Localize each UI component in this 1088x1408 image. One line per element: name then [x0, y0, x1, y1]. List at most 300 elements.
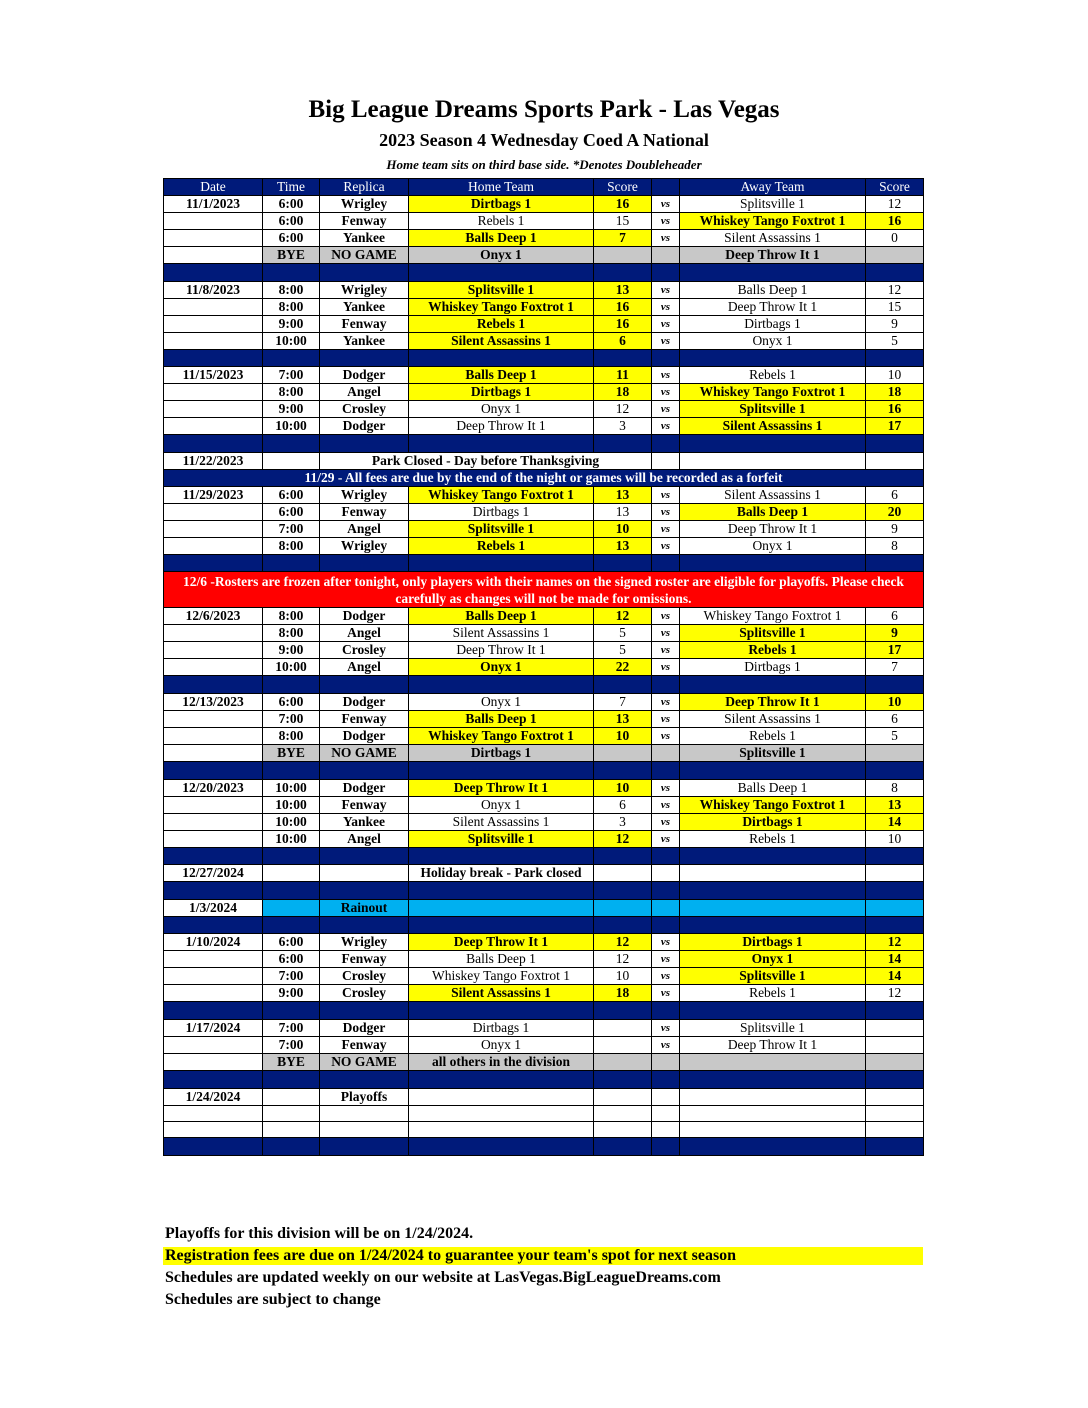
col-header-away-team: Away Team — [680, 179, 866, 196]
away-score-cell: 7 — [866, 659, 924, 676]
game-row — [164, 503, 924, 520]
park-closed-row — [164, 452, 924, 469]
field-cell: Dodger — [320, 779, 409, 796]
date-cell: 11/29/2023 — [164, 486, 263, 503]
home-team-cell: Splitsville 1 — [409, 281, 594, 298]
date-cell: 11/1/2023 — [164, 196, 263, 213]
schedule-body — [164, 196, 924, 1156]
away-team-cell: Onyx 1 — [680, 951, 866, 968]
home-score-cell: 22 — [594, 659, 652, 676]
separator-cell — [680, 554, 866, 572]
separator-cell — [680, 676, 866, 694]
week-separator — [164, 882, 924, 900]
home-team-cell: Silent Assassins 1 — [409, 985, 594, 1002]
date-cell — [164, 727, 263, 744]
date-cell: 11/15/2023 — [164, 367, 263, 384]
away-score-cell: 20 — [866, 503, 924, 520]
time-cell: 6:00 — [263, 951, 320, 968]
field-cell: Wrigley — [320, 196, 409, 213]
away-team-cell: Whiskey Tango Foxtrot 1 — [680, 213, 866, 230]
away-score-cell: 6 — [866, 486, 924, 503]
time-cell: 8:00 — [263, 384, 320, 401]
vs-cell: vs — [652, 1036, 680, 1053]
field-cell: Dodger — [320, 367, 409, 384]
away-score-cell: 18 — [866, 384, 924, 401]
separator-cell — [320, 882, 409, 900]
away-score-cell: 16 — [866, 401, 924, 418]
home-score-cell — [594, 1036, 652, 1053]
time-cell: BYE — [263, 744, 320, 761]
empty-cell — [594, 1105, 652, 1121]
week-separator — [164, 349, 924, 367]
time-cell: 6:00 — [263, 503, 320, 520]
separator-cell — [263, 882, 320, 900]
home-team-cell: Onyx 1 — [409, 796, 594, 813]
empty-cell — [164, 1105, 263, 1121]
field-cell: Dodger — [320, 693, 409, 710]
away-team-cell: Onyx 1 — [680, 537, 866, 554]
time-cell: 6:00 — [263, 196, 320, 213]
rainout-row — [164, 899, 924, 916]
vs-cell: vs — [652, 830, 680, 847]
away-score-cell: 13 — [866, 796, 924, 813]
away-score-cell: 0 — [866, 230, 924, 247]
field-cell: Yankee — [320, 332, 409, 349]
away-score-cell: 14 — [866, 813, 924, 830]
home-score-cell: 3 — [594, 418, 652, 435]
separator-cell — [866, 554, 924, 572]
home-team-cell: Silent Assassins 1 — [409, 813, 594, 830]
field-cell: Fenway — [320, 213, 409, 230]
field-cell: NO GAME — [320, 1053, 409, 1070]
separator-cell — [263, 554, 320, 572]
game-row — [164, 951, 924, 968]
rainout-cell — [866, 899, 924, 916]
vs-cell: vs — [652, 968, 680, 985]
separator-cell — [866, 882, 924, 900]
date-cell — [164, 401, 263, 418]
time-cell: 8:00 — [263, 537, 320, 554]
home-score-cell: 12 — [594, 830, 652, 847]
away-team-cell: Deep Throw It 1 — [680, 1036, 866, 1053]
home-score-cell: 16 — [594, 298, 652, 315]
separator-cell — [320, 761, 409, 779]
home-score-cell: 10 — [594, 779, 652, 796]
empty-cell — [164, 1121, 263, 1137]
away-score-cell — [866, 1036, 924, 1053]
game-row — [164, 213, 924, 230]
home-team-cell: Deep Throw It 1 — [409, 934, 594, 951]
separator-cell — [680, 882, 866, 900]
game-row — [164, 693, 924, 710]
separator-cell — [320, 349, 409, 367]
date-cell — [164, 985, 263, 1002]
bye-row — [164, 1053, 924, 1070]
date-cell — [164, 520, 263, 537]
date-cell: 1/24/2024 — [164, 1088, 263, 1105]
date-cell — [164, 418, 263, 435]
home-team-cell: Onyx 1 — [409, 401, 594, 418]
separator-cell — [320, 916, 409, 934]
closed-text: Park Closed - Day before Thanksgiving — [320, 452, 652, 469]
time-cell: 7:00 — [263, 968, 320, 985]
home-team-cell: Onyx 1 — [409, 659, 594, 676]
date-cell — [164, 744, 263, 761]
separator-cell — [263, 435, 320, 453]
home-score-cell: 12 — [594, 934, 652, 951]
footer-change-note: Schedules are subject to change — [165, 1291, 381, 1308]
away-score-cell: 9 — [866, 520, 924, 537]
separator-cell — [866, 916, 924, 934]
footer-playoffs-note: Playoffs for this division will be on 1/24/2024. — [165, 1225, 474, 1242]
home-score-cell: 18 — [594, 384, 652, 401]
game-row — [164, 830, 924, 847]
separator-cell — [320, 1002, 409, 1020]
vs-cell — [652, 865, 680, 882]
separator-cell — [164, 1002, 263, 1020]
separator-cell — [409, 435, 594, 453]
vs-cell: vs — [652, 332, 680, 349]
separator-cell — [680, 435, 866, 453]
rainout-cell — [652, 899, 680, 916]
separator-cell — [409, 882, 594, 900]
away-score-cell: 16 — [866, 213, 924, 230]
separator-cell — [263, 1070, 320, 1088]
separator-cell — [680, 349, 866, 367]
home-team-cell: Whiskey Tango Foxtrot 1 — [409, 727, 594, 744]
time-cell: 10:00 — [263, 659, 320, 676]
away-score-cell: 8 — [866, 537, 924, 554]
roster-alert-row — [164, 572, 924, 608]
game-row — [164, 401, 924, 418]
home-team-cell: Onyx 1 — [409, 1036, 594, 1053]
away-team-cell: Splitsville 1 — [680, 968, 866, 985]
playoffs-row — [164, 1088, 924, 1105]
away-team-cell: Whiskey Tango Foxtrot 1 — [680, 384, 866, 401]
home-team-cell: Dirtbags 1 — [409, 503, 594, 520]
alert-text: 12/6 -Rosters are frozen after tonight, only players with their names on the signed roster are eligible for playoffs. Please check carefully as changes will not be made for omissions. — [164, 572, 924, 608]
separator-cell — [680, 761, 866, 779]
away-team-cell: Rebels 1 — [680, 985, 866, 1002]
date-cell — [164, 1053, 263, 1070]
separator-cell — [164, 1138, 263, 1156]
game-row — [164, 642, 924, 659]
week-separator — [164, 1002, 924, 1020]
vs-cell: vs — [652, 401, 680, 418]
date-cell — [164, 315, 263, 332]
empty-cell — [680, 1088, 866, 1105]
time-cell: 7:00 — [263, 1019, 320, 1036]
page-note: Home team sits on third base side. *Denotes Doubleheader — [386, 157, 702, 172]
game-row — [164, 367, 924, 384]
away-score-cell — [866, 744, 924, 761]
time-cell: 8:00 — [263, 298, 320, 315]
fee-notice-row — [164, 469, 924, 486]
field-cell: Wrigley — [320, 486, 409, 503]
home-score-cell: 7 — [594, 693, 652, 710]
separator-cell — [652, 676, 680, 694]
date-cell — [164, 796, 263, 813]
date-cell — [164, 642, 263, 659]
vs-cell: vs — [652, 608, 680, 625]
separator-cell — [594, 435, 652, 453]
home-score-cell — [594, 1019, 652, 1036]
away-score-cell — [866, 452, 924, 469]
away-team-cell: Rebels 1 — [680, 642, 866, 659]
home-team-cell: Dirtbags 1 — [409, 196, 594, 213]
away-score-cell: 8 — [866, 779, 924, 796]
home-score-cell: 16 — [594, 315, 652, 332]
home-score-cell: 13 — [594, 486, 652, 503]
home-score-cell: 12 — [594, 951, 652, 968]
field-cell: Yankee — [320, 813, 409, 830]
home-team-cell: Rebels 1 — [409, 537, 594, 554]
date-cell: 11/8/2023 — [164, 281, 263, 298]
home-team-cell: Deep Throw It 1 — [409, 779, 594, 796]
home-team-cell: Balls Deep 1 — [409, 608, 594, 625]
home-score-cell: 12 — [594, 608, 652, 625]
separator-cell — [594, 676, 652, 694]
week-separator — [164, 847, 924, 865]
away-team-cell: Silent Assassins 1 — [680, 418, 866, 435]
separator-cell — [164, 554, 263, 572]
date-cell: 12/20/2023 — [164, 779, 263, 796]
separator-cell — [594, 1070, 652, 1088]
date-cell — [164, 537, 263, 554]
time-cell — [263, 452, 320, 469]
away-score-cell: 10 — [866, 830, 924, 847]
time-cell: 7:00 — [263, 1036, 320, 1053]
separator-cell — [594, 349, 652, 367]
vs-cell: vs — [652, 625, 680, 642]
time-cell: 8:00 — [263, 281, 320, 298]
separator-cell — [164, 1070, 263, 1088]
away-score-cell: 10 — [866, 367, 924, 384]
home-team-cell: Dirtbags 1 — [409, 384, 594, 401]
separator-cell — [164, 882, 263, 900]
date-cell — [164, 213, 263, 230]
home-score-cell: 16 — [594, 196, 652, 213]
time-cell — [263, 865, 320, 882]
separator-cell — [680, 1138, 866, 1156]
away-score-cell: 10 — [866, 693, 924, 710]
vs-cell: vs — [652, 779, 680, 796]
home-score-cell: 6 — [594, 332, 652, 349]
game-row — [164, 813, 924, 830]
separator-cell — [594, 761, 652, 779]
field-cell — [320, 865, 409, 882]
away-team-cell: Onyx 1 — [680, 332, 866, 349]
home-score-cell: 12 — [594, 401, 652, 418]
home-score-cell: 5 — [594, 642, 652, 659]
home-score-cell: 5 — [594, 625, 652, 642]
separator-cell — [409, 916, 594, 934]
away-team-cell: Splitsville 1 — [680, 196, 866, 213]
vs-cell: vs — [652, 281, 680, 298]
separator-cell — [680, 264, 866, 282]
home-team-cell: Rebels 1 — [409, 213, 594, 230]
holiday-row — [164, 865, 924, 882]
field-cell: Fenway — [320, 951, 409, 968]
away-team-cell: Dirtbags 1 — [680, 315, 866, 332]
vs-cell — [652, 452, 680, 469]
away-team-cell: Dirtbags 1 — [680, 659, 866, 676]
separator-cell — [263, 1138, 320, 1156]
away-team-cell: Silent Assassins 1 — [680, 710, 866, 727]
away-team-cell: Deep Throw It 1 — [680, 693, 866, 710]
away-score-cell: 12 — [866, 985, 924, 1002]
separator-cell — [594, 264, 652, 282]
home-score-cell: 15 — [594, 213, 652, 230]
date-cell — [164, 384, 263, 401]
separator-cell — [594, 1138, 652, 1156]
separator-cell — [164, 435, 263, 453]
empty-cell — [866, 1088, 924, 1105]
vs-cell: vs — [652, 298, 680, 315]
away-team-cell: Deep Throw It 1 — [680, 298, 866, 315]
separator-cell — [680, 1070, 866, 1088]
separator-cell — [164, 349, 263, 367]
time-cell: 8:00 — [263, 625, 320, 642]
home-score-cell: 13 — [594, 281, 652, 298]
home-score-cell: 7 — [594, 230, 652, 247]
away-team-cell: Splitsville 1 — [680, 625, 866, 642]
time-cell: 10:00 — [263, 332, 320, 349]
page-title: Big League Dreams Sports Park - Las Vegas — [308, 96, 780, 123]
time-cell: BYE — [263, 247, 320, 264]
vs-cell: vs — [652, 384, 680, 401]
time-cell: 8:00 — [263, 727, 320, 744]
date-cell — [164, 968, 263, 985]
week-separator — [164, 435, 924, 453]
empty-cell — [320, 1121, 409, 1137]
separator-cell — [680, 916, 866, 934]
vs-cell: vs — [652, 693, 680, 710]
vs-cell: vs — [652, 196, 680, 213]
col-header-away-score: Score — [866, 179, 924, 196]
separator-cell — [320, 554, 409, 572]
schedule-table — [163, 178, 924, 1156]
home-team-cell: Onyx 1 — [409, 693, 594, 710]
vs-cell: vs — [652, 520, 680, 537]
vs-cell — [652, 744, 680, 761]
away-team-cell: Splitsville 1 — [680, 401, 866, 418]
field-cell: Fenway — [320, 710, 409, 727]
game-row — [164, 520, 924, 537]
playoffs-text: Playoffs — [320, 1088, 409, 1105]
home-score-cell — [594, 1053, 652, 1070]
separator-cell — [652, 435, 680, 453]
game-row — [164, 934, 924, 951]
home-score-cell: 13 — [594, 503, 652, 520]
game-row — [164, 608, 924, 625]
time-cell: 7:00 — [263, 367, 320, 384]
separator-cell — [320, 435, 409, 453]
field-cell: Dodger — [320, 418, 409, 435]
away-team-cell: Dirtbags 1 — [680, 813, 866, 830]
home-team-cell: Deep Throw It 1 — [409, 418, 594, 435]
away-team-cell: Balls Deep 1 — [680, 281, 866, 298]
time-cell: 10:00 — [263, 830, 320, 847]
empty-cell — [866, 1121, 924, 1137]
separator-cell — [652, 554, 680, 572]
footer-website-note: Schedules are updated weekly on our website at LasVegas.BigLeagueDreams.com — [165, 1269, 721, 1286]
separator-cell — [263, 349, 320, 367]
home-score-cell — [594, 744, 652, 761]
away-score-cell: 6 — [866, 710, 924, 727]
time-cell: 9:00 — [263, 642, 320, 659]
empty-cell — [263, 1121, 320, 1137]
separator-cell — [409, 1138, 594, 1156]
empty-cell — [320, 1105, 409, 1121]
separator-cell — [866, 435, 924, 453]
home-team-cell: Dirtbags 1 — [409, 744, 594, 761]
away-team-cell: Rebels 1 — [680, 727, 866, 744]
vs-cell: vs — [652, 710, 680, 727]
empty-cell — [652, 1088, 680, 1105]
away-score-cell: 17 — [866, 642, 924, 659]
field-cell: Fenway — [320, 503, 409, 520]
time-cell: 9:00 — [263, 315, 320, 332]
empty-cell — [409, 1088, 594, 1105]
time-cell: 6:00 — [263, 934, 320, 951]
away-team-cell — [680, 1053, 866, 1070]
game-row — [164, 196, 924, 213]
field-cell: Fenway — [320, 1036, 409, 1053]
time-cell: 6:00 — [263, 486, 320, 503]
field-cell: Angel — [320, 830, 409, 847]
away-score-cell: 9 — [866, 625, 924, 642]
date-cell: 12/13/2023 — [164, 693, 263, 710]
separator-cell — [320, 847, 409, 865]
game-row — [164, 298, 924, 315]
vs-cell: vs — [652, 727, 680, 744]
separator-cell — [594, 916, 652, 934]
home-score-cell — [594, 247, 652, 264]
home-team-cell: Dirtbags 1 — [409, 1019, 594, 1036]
away-score-cell: 14 — [866, 951, 924, 968]
away-score-cell — [866, 247, 924, 264]
field-cell: Fenway — [320, 796, 409, 813]
separator-cell — [866, 349, 924, 367]
separator-cell — [680, 847, 866, 865]
rainout-cell — [680, 899, 866, 916]
vs-cell: vs — [652, 985, 680, 1002]
separator-cell — [409, 1070, 594, 1088]
home-team-cell: Deep Throw It 1 — [409, 642, 594, 659]
separator-cell — [320, 1070, 409, 1088]
separator-cell — [866, 1138, 924, 1156]
date-cell — [164, 659, 263, 676]
home-team-cell: Balls Deep 1 — [409, 230, 594, 247]
separator-cell — [652, 847, 680, 865]
empty-cell — [680, 1121, 866, 1137]
game-row — [164, 796, 924, 813]
game-row — [164, 315, 924, 332]
separator-cell — [866, 1002, 924, 1020]
date-cell: 11/22/2023 — [164, 452, 263, 469]
game-row — [164, 625, 924, 642]
game-row — [164, 281, 924, 298]
time-cell: 7:00 — [263, 520, 320, 537]
field-cell: Wrigley — [320, 537, 409, 554]
date-cell — [164, 710, 263, 727]
vs-cell: vs — [652, 230, 680, 247]
separator-cell — [409, 264, 594, 282]
game-row — [164, 985, 924, 1002]
field-cell: Wrigley — [320, 281, 409, 298]
separator-cell — [866, 1070, 924, 1088]
